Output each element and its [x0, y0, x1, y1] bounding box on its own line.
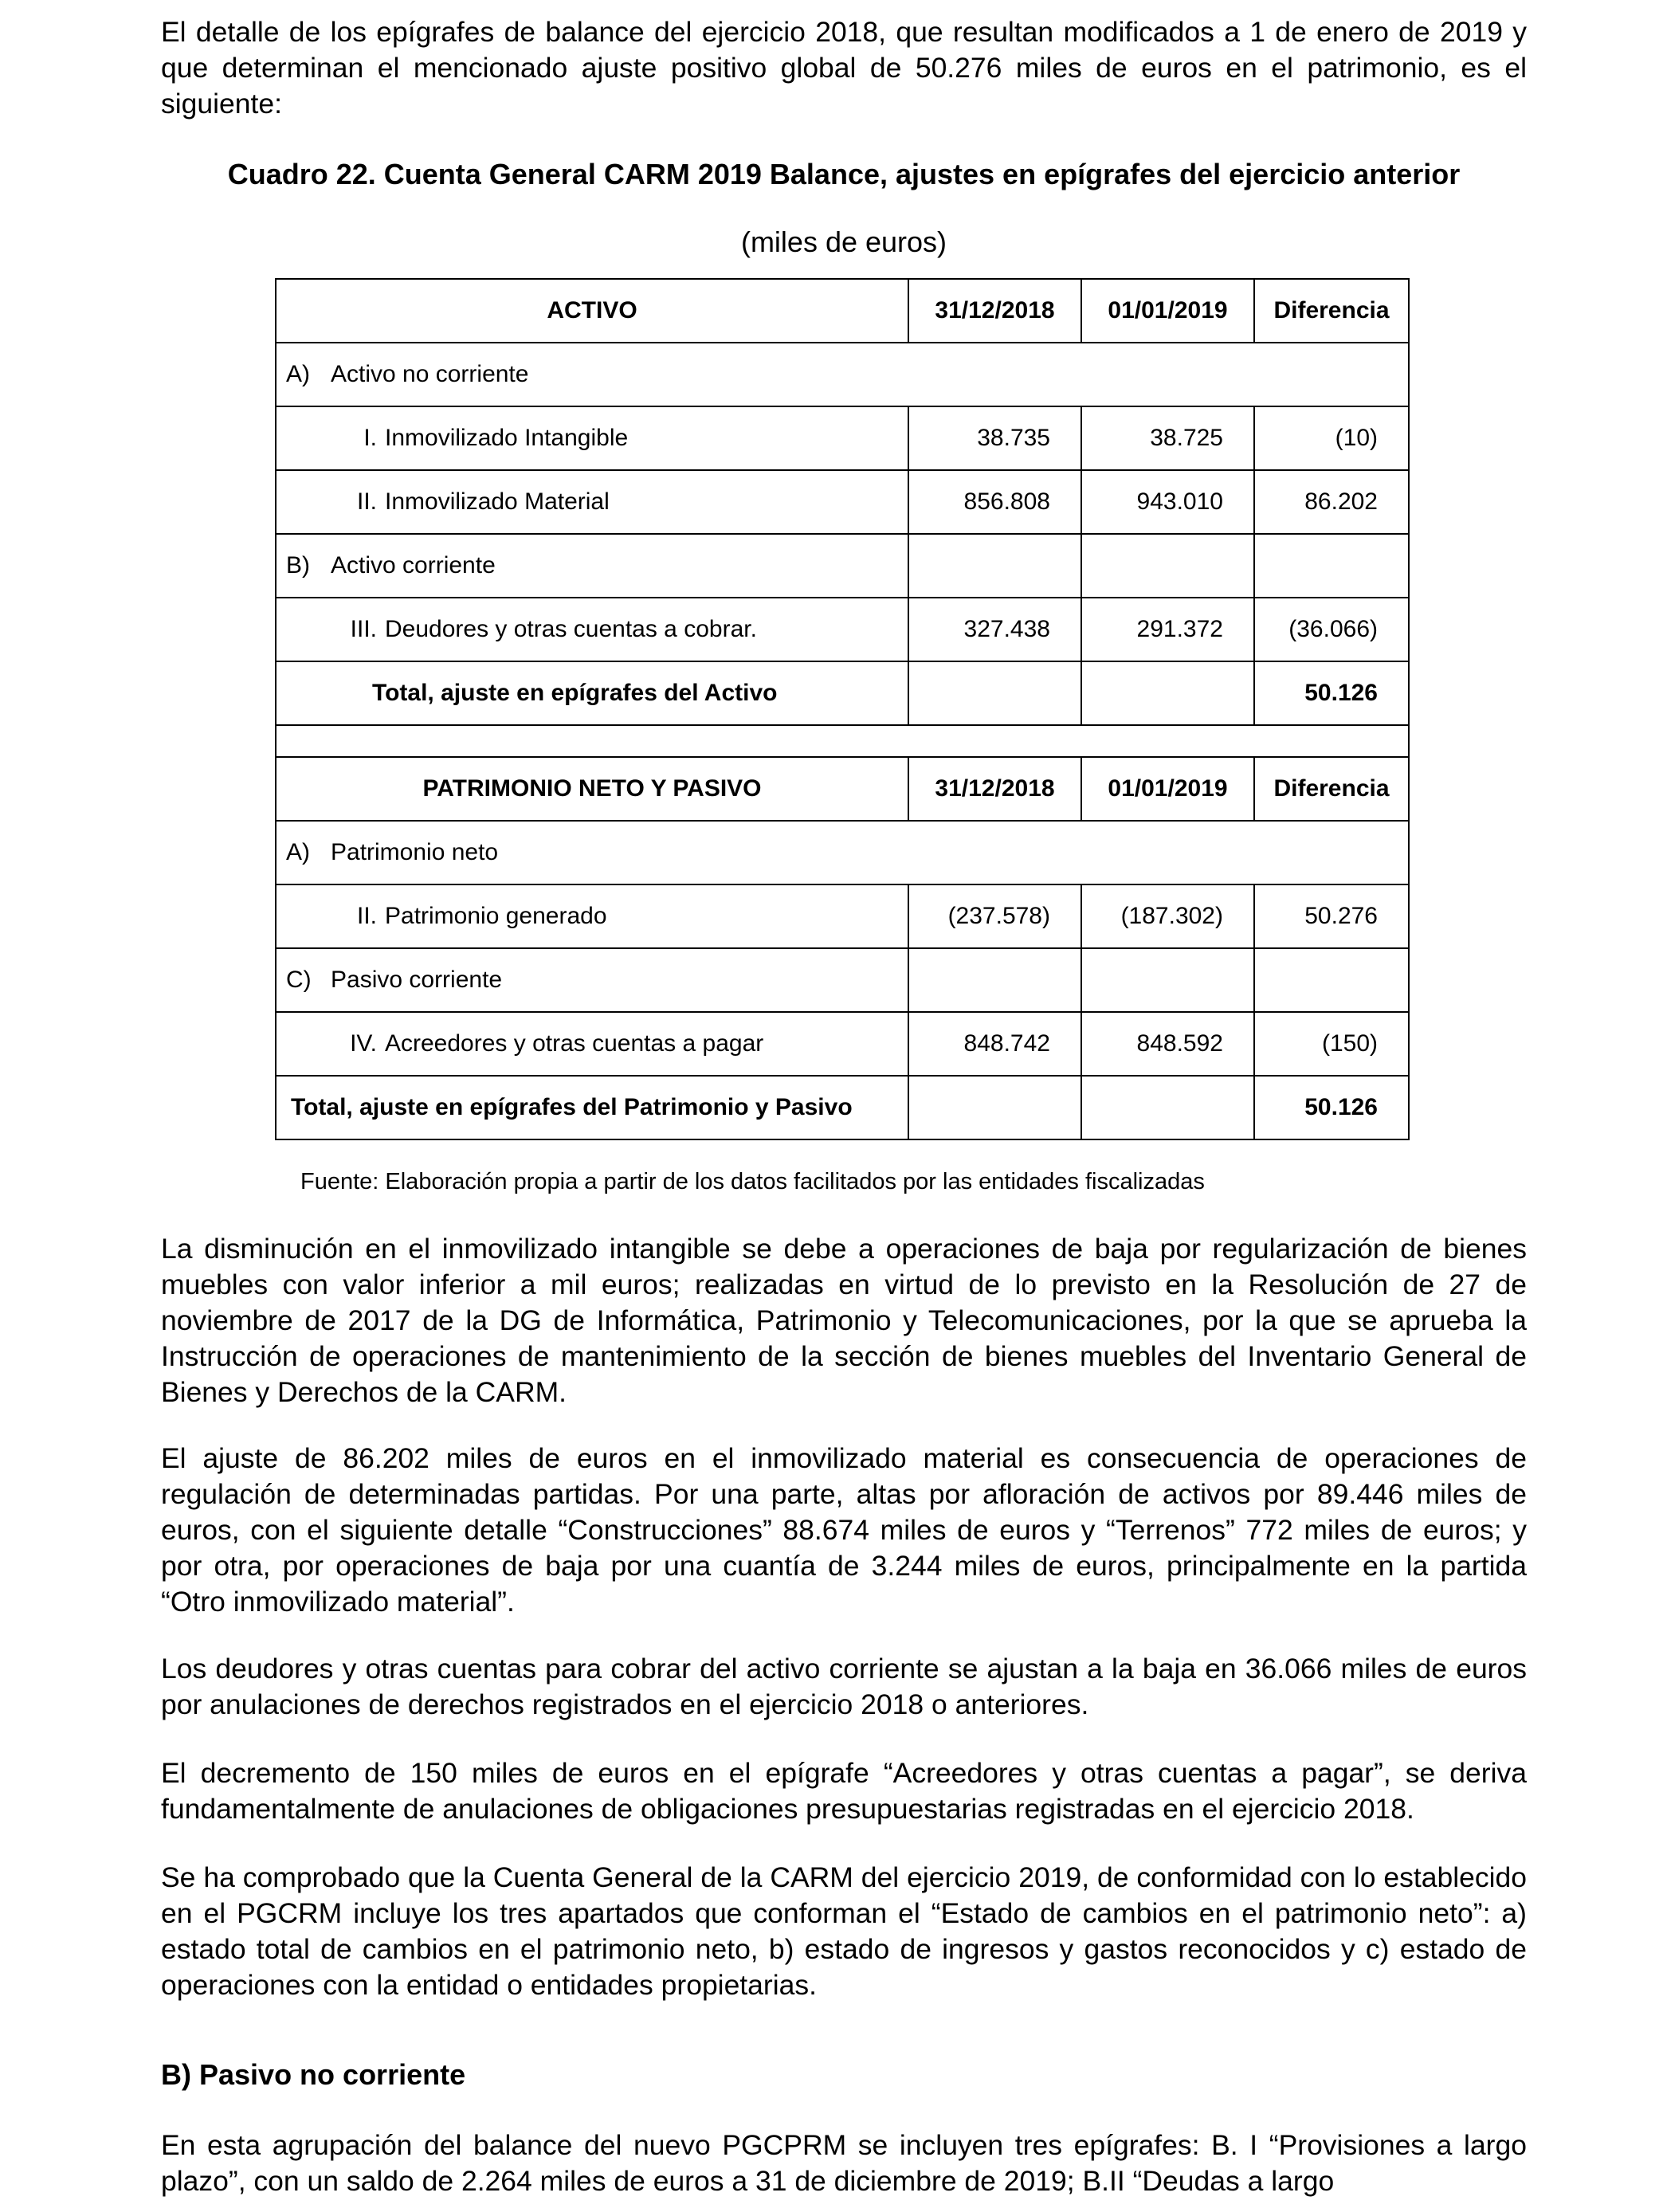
pasivo-header-date1: 31/12/2018 [908, 757, 1081, 821]
table-source-note: Fuente: Elaboración propia a partir de los datos facilitados por las entidades fiscalizadas [300, 1169, 1205, 1194]
pasivo-total-row [276, 1076, 1409, 1139]
empty-cell [1254, 534, 1409, 598]
row-value-diff: (10) [1254, 406, 1409, 470]
row-value-diff: (36.066) [1254, 598, 1409, 661]
empty-cell [1081, 1076, 1254, 1139]
row-label: IV. Acreedores y otras cuentas a pagar [276, 1012, 908, 1076]
activo-header-diff: Diferencia [1254, 279, 1409, 343]
activo-header-date1: 31/12/2018 [908, 279, 1081, 343]
row-value-2019: (187.302) [1081, 884, 1254, 948]
row-label: III. Deudores y otras cuentas a cobrar. [276, 598, 908, 661]
table-row [276, 948, 1409, 1012]
row-label: C) Pasivo corriente [276, 948, 908, 1012]
row-value-diff: 86.202 [1254, 470, 1409, 534]
table-spacer-row [276, 725, 1409, 757]
section-heading: B) Pasivo no corriente [161, 2058, 466, 2091]
table-row [276, 598, 1409, 661]
row-label: II. Inmovilizado Material [276, 470, 908, 534]
spacer-cell [276, 725, 1409, 757]
intro-paragraph: El detalle de los epígrafes de balance del ejercicio 2018, que resultan modificados a 1 de enero de 2019 y que determinan el mencionado ajuste positivo global de 50.276 miles de euros en el patrimonio, es el siguiente: [161, 16, 1527, 120]
empty-cell [908, 1076, 1081, 1139]
table-row [276, 343, 1409, 406]
table-row [276, 534, 1409, 598]
row-value-diff: (150) [1254, 1012, 1409, 1076]
row-value-2018: 327.438 [908, 598, 1081, 661]
row-value-2019: 38.725 [1081, 406, 1254, 470]
activo-total-value: 50.126 [1254, 661, 1409, 725]
table-units: (miles de euros) [740, 226, 947, 258]
table-row [276, 470, 1409, 534]
row-value-2019: 943.010 [1081, 470, 1254, 534]
row-value-diff: 50.276 [1254, 884, 1409, 948]
pasivo-total-label: Total, ajuste en epígrafes del Patrimonio y Pasivo [276, 1076, 908, 1139]
body-paragraph: Los deudores y otras cuentas para cobrar del activo corriente se ajustan a la baja en 36.066 miles de euros por anulaciones de derechos registrados en el ejercicio 2018 o anteriores. [161, 1653, 1527, 1720]
empty-cell [1081, 534, 1254, 598]
pasivo-header-diff: Diferencia [1254, 757, 1409, 821]
activo-header-concept: ACTIVO [276, 279, 908, 343]
row-value-2019: 848.592 [1081, 1012, 1254, 1076]
empty-cell [1081, 948, 1254, 1012]
activo-header-row [276, 279, 1409, 343]
body-paragraph: Se ha comprobado que la Cuenta General de la CARM del ejercicio 2019, de conformidad con lo establecido en el PGCRM incluye los tres apartados que conforman el “Estado de cambios en el patrimonio neto”: a) estado total de cambios en el patrimonio neto, b) estado de ingresos y gastos reconocidos y c) estado de operaciones con la entidad o entidades propietarias. [161, 1861, 1527, 2001]
row-value-2018: (237.578) [908, 884, 1081, 948]
activo-total-label: Total, ajuste en epígrafes del Activo [276, 661, 908, 725]
row-label: A) Patrimonio neto [276, 821, 1409, 884]
pasivo-header-row [276, 757, 1409, 821]
pasivo-total-value: 50.126 [1254, 1076, 1409, 1139]
activo-header-date2: 01/01/2019 [1081, 279, 1254, 343]
table-row [276, 821, 1409, 884]
row-value-2018: 856.808 [908, 470, 1081, 534]
body-paragraph: En esta agrupación del balance del nuevo PGCPRM se incluyen tres epígrafes: B. I “Provisiones a largo plazo”, con un saldo de 2.264 miles de euros a 31 de diciembre de 2019; B.II “Deudas a largo [161, 2129, 1527, 2197]
pasivo-header-concept: PATRIMONIO NETO Y PASIVO [276, 757, 908, 821]
table-row [276, 884, 1409, 948]
balance-adjustments-table [275, 278, 1410, 1140]
body-paragraph: El ajuste de 86.202 miles de euros en el inmovilizado material es consecuencia de operaciones de regulación de determinadas partidas. Por una parte, altas por afloración de activos por 89.446 miles de euros, con el siguiente detalle “Construcciones” 88.674 miles de euros y “Terrenos” 772 miles de euros; y por otra, por operaciones de baja por una cuantía de 3.244 miles de euros, principalmente en la partida “Otro inmovilizado material”. [161, 1442, 1527, 1618]
table-row [276, 406, 1409, 470]
body-paragraph: La disminución en el inmovilizado intangible se debe a operaciones de baja por regularización de bienes muebles con valor inferior a mil euros; realizadas en virtud de lo previsto en la Resolución de 27 de noviembre de 2017 de la DG de Informática, Patrimonio y Telecomunicaciones, por la que se aprueba la Instrucción de operaciones de mantenimiento de la sección de bienes muebles del Inventario General de Bienes y Derechos de la CARM. [161, 1233, 1527, 1408]
row-label: II. Patrimonio generado [276, 884, 908, 948]
body-paragraph: El decremento de 150 miles de euros en el epígrafe “Acreedores y otras cuentas a pagar”, se deriva fundamentalmente de anulaciones de obligaciones presupuestarias registradas en el ejercicio 2018. [161, 1757, 1527, 1825]
row-label: A) Activo no corriente [276, 343, 1409, 406]
row-value-2018: 38.735 [908, 406, 1081, 470]
pasivo-header-date2: 01/01/2019 [1081, 757, 1254, 821]
empty-cell [908, 534, 1081, 598]
empty-cell [1081, 661, 1254, 725]
empty-cell [908, 661, 1081, 725]
activo-total-row [276, 661, 1409, 725]
row-label: B) Activo corriente [276, 534, 908, 598]
row-value-2019: 291.372 [1081, 598, 1254, 661]
row-value-2018: 848.742 [908, 1012, 1081, 1076]
table-caption: Cuadro 22. Cuenta General CARM 2019 Balance, ajustes en epígrafes del ejercicio anterior [227, 158, 1461, 190]
row-label: I. Inmovilizado Intangible [276, 406, 908, 470]
table-row [276, 1012, 1409, 1076]
empty-cell [908, 948, 1081, 1012]
empty-cell [1254, 948, 1409, 1012]
